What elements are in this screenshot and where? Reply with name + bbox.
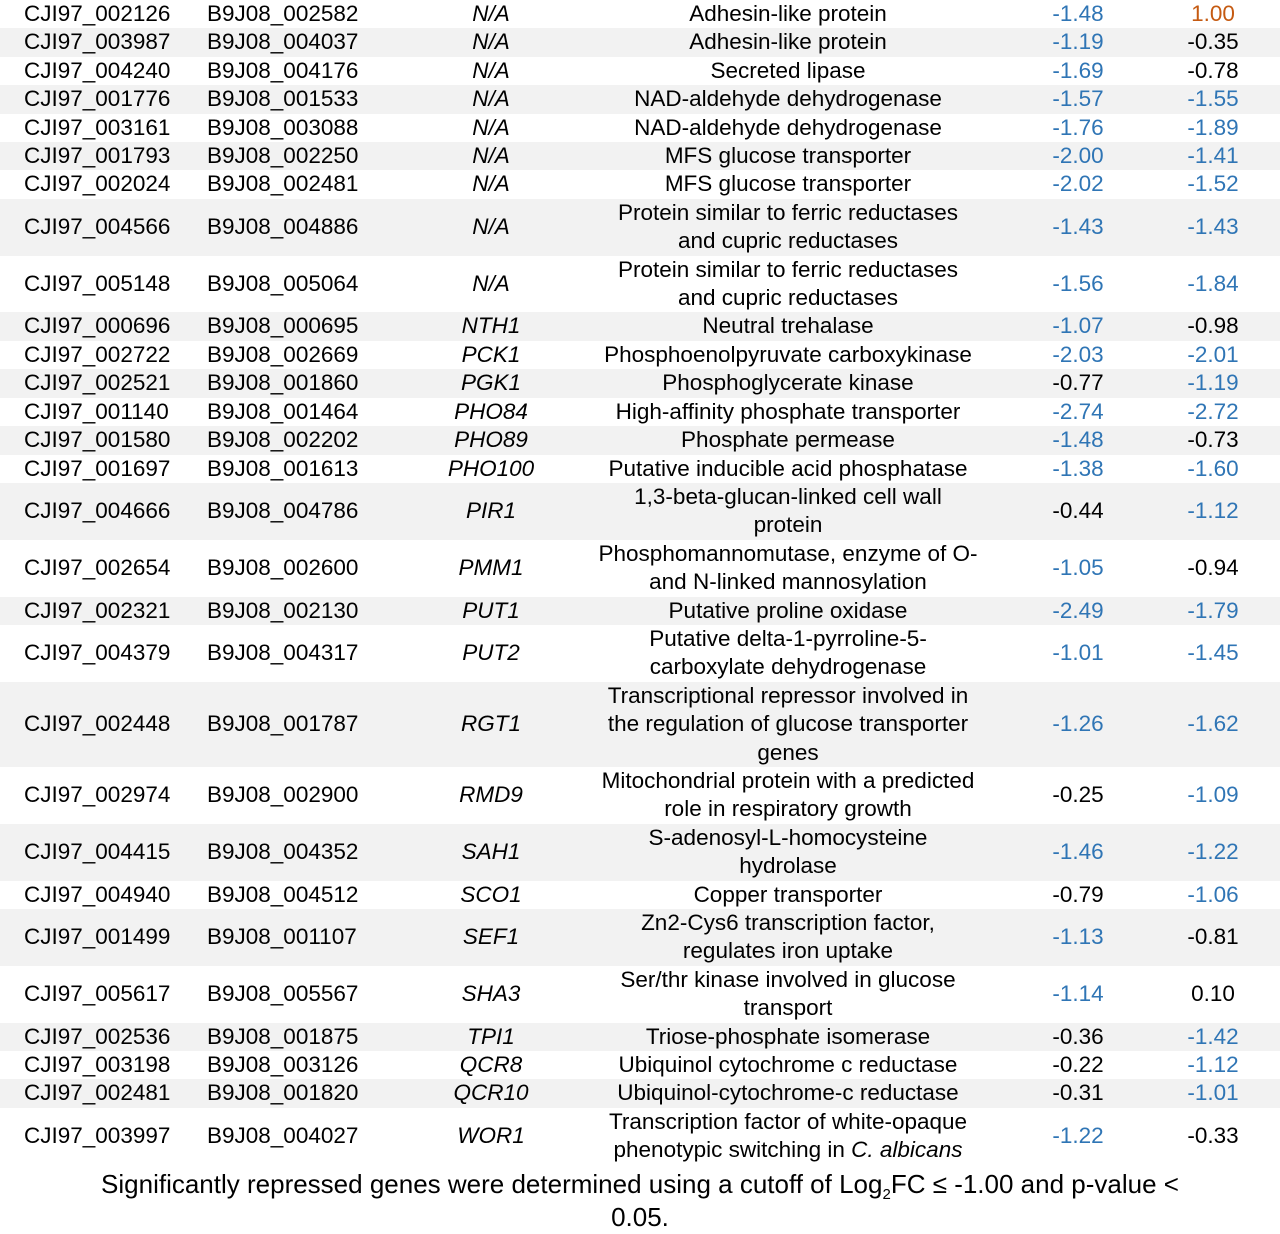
log2fc-value-2: -1.42 [1146,1023,1280,1051]
b9j08-id-cell: B9J08_002669 [203,341,416,369]
description-cell [566,341,1010,369]
table-row [0,170,1280,198]
gene-name-cell: NTH1 [416,312,566,340]
description-cell [566,966,1010,1023]
table-row [0,1079,1280,1107]
log2fc-value-2: -1.84 [1146,256,1280,313]
gene-name-cell: N/A [416,28,566,56]
description-line: MFS glucose transporter [664,143,912,169]
cji97-id-cell: CJI97_004240 [0,57,203,85]
b9j08-id-cell: B9J08_002202 [203,426,416,454]
description-cell [566,398,1010,426]
cji97-id-cell: CJI97_001793 [0,142,203,170]
table-row [0,540,1280,597]
description-line: Protein similar to ferric reductases [617,199,959,225]
log2fc-value-2: -0.94 [1146,540,1280,597]
gene-name-cell: RGT1 [416,682,566,767]
gene-name-cell: SAH1 [416,824,566,881]
gene-name-cell: RMD9 [416,767,566,824]
table-row [0,625,1280,682]
description-line: transport [743,995,833,1021]
table-row [0,682,1280,767]
description-cell [566,1079,1010,1107]
gene-name-cell: PHO100 [416,455,566,483]
gene-name-cell: PHO84 [416,398,566,426]
description-line: 1,3-beta-glucan-linked cell wall [634,483,942,509]
log2fc-value-1: -2.00 [1010,142,1146,170]
log2fc-value-1: -1.46 [1010,824,1146,881]
log2fc-value-2: -1.89 [1146,114,1280,142]
log2fc-value-1: -1.76 [1010,114,1146,142]
b9j08-id-cell: B9J08_002481 [203,170,416,198]
description-line: role in respiratory growth [664,796,912,822]
log2fc-value-2: -1.12 [1146,1051,1280,1079]
footnote-text: Significantly repressed genes were determined using a cutoff of Log [101,1168,883,1199]
cji97-id-cell: CJI97_005148 [0,256,203,313]
gene-name-cell: N/A [416,199,566,256]
log2fc-value-2: -1.55 [1146,85,1280,113]
b9j08-id-cell: B9J08_001464 [203,398,416,426]
b9j08-id-cell: B9J08_005064 [203,256,416,313]
cji97-id-cell: CJI97_000696 [0,312,203,340]
description-cell [566,625,1010,682]
b9j08-id-cell: B9J08_001107 [203,909,416,966]
cji97-id-cell: CJI97_005617 [0,966,203,1023]
description-line: Mitochondrial protein with a predicted [601,767,975,793]
footnote-line2: 0.05. [611,1201,669,1232]
table-row [0,341,1280,369]
gene-name-cell: SCO1 [416,881,566,909]
table-row [0,426,1280,454]
description-line: Adhesin-like protein [689,29,887,55]
description-line: Protein similar to ferric reductases [617,256,959,282]
log2fc-value-1: -0.31 [1010,1079,1146,1107]
cji97-id-cell: CJI97_004379 [0,625,203,682]
description-cell [566,455,1010,483]
log2fc-value-2: -0.73 [1146,426,1280,454]
log2fc-value-1: -2.49 [1010,597,1146,625]
log2fc-value-1: -1.19 [1010,28,1146,56]
table-row [0,142,1280,170]
cji97-id-cell: CJI97_002722 [0,341,203,369]
gene-name-cell: SEF1 [416,909,566,966]
description-cell [566,85,1010,113]
b9j08-id-cell: B9J08_004352 [203,824,416,881]
description-line: MFS glucose transporter [664,171,912,197]
table-row [0,398,1280,426]
table-row [0,312,1280,340]
log2fc-value-2: -1.60 [1146,455,1280,483]
b9j08-id-cell: B9J08_004027 [203,1108,416,1165]
footnote [0,1168,1280,1234]
gene-name-cell: QCR8 [416,1051,566,1079]
log2fc-value-2: -1.12 [1146,483,1280,540]
log2fc-value-2: -1.79 [1146,597,1280,625]
log2fc-value-2: -1.22 [1146,824,1280,881]
cji97-id-cell: CJI97_004666 [0,483,203,540]
description-cell [566,114,1010,142]
description-line: Phosphate permease [681,427,895,453]
description-line: Phosphoenolpyruvate carboxykinase [604,341,972,367]
b9j08-id-cell: B9J08_001875 [203,1023,416,1051]
description-line: Transcription factor of white-opaque [608,1108,968,1134]
gene-name-cell: PMM1 [416,540,566,597]
description-line: Putative inducible acid phosphatase [608,455,968,481]
description-cell [566,312,1010,340]
description-line: High-affinity phosphate transporter [615,398,961,424]
description-cell [566,199,1010,256]
table-row [0,57,1280,85]
description-cell [566,28,1010,56]
description-line: Phosphomannomutase, enzyme of O- [598,540,978,566]
gene-name-cell: PUT1 [416,597,566,625]
log2fc-value-1: -2.03 [1010,341,1146,369]
footnote-text-cont: FC ≤ -1.00 and p-value < [890,1168,1179,1199]
description-line: Secreted lipase [710,57,866,83]
description-line: Neutral trehalase [702,313,874,339]
b9j08-id-cell: B9J08_002250 [203,142,416,170]
log2fc-value-1: -2.74 [1010,398,1146,426]
description-cell [566,540,1010,597]
log2fc-value-2: -1.06 [1146,881,1280,909]
description-line: and cupric reductases [677,228,899,254]
log2fc-value-1: -1.48 [1010,426,1146,454]
cji97-id-cell: CJI97_002481 [0,1079,203,1107]
gene-name-cell: N/A [416,114,566,142]
log2fc-value-2: -0.35 [1146,28,1280,56]
description-cell [566,369,1010,397]
description-line: phenotypic switching in C. albicans [613,1137,963,1163]
gene-name-cell: TPI1 [416,1023,566,1051]
b9j08-id-cell: B9J08_000695 [203,312,416,340]
gene-name-cell: PUT2 [416,625,566,682]
table-row [0,114,1280,142]
description-cell [566,1108,1010,1165]
cji97-id-cell: CJI97_001697 [0,455,203,483]
cji97-id-cell: CJI97_003161 [0,114,203,142]
description-line: S-adenosyl-L-homocysteine [648,824,928,850]
gene-name-cell: PGK1 [416,369,566,397]
description-line: NAD-aldehyde dehydrogenase [634,86,942,112]
description-line: Putative proline oxidase [668,597,908,623]
b9j08-id-cell: B9J08_002130 [203,597,416,625]
log2fc-value-1: -1.43 [1010,199,1146,256]
table-row [0,966,1280,1023]
description-line: Zn2-Cys6 transcription factor, [641,910,935,935]
b9j08-id-cell: B9J08_004317 [203,625,416,682]
log2fc-value-1: -0.77 [1010,369,1146,397]
log2fc-value-1: -1.07 [1010,312,1146,340]
b9j08-id-cell: B9J08_004786 [203,483,416,540]
description-cell [566,767,1010,824]
description-cell [566,682,1010,767]
b9j08-id-cell: B9J08_001860 [203,369,416,397]
b9j08-id-cell: B9J08_003088 [203,114,416,142]
description-line: carboxylate dehydrogenase [649,654,927,680]
log2fc-value-1: -1.56 [1010,256,1146,313]
description-line: Ser/thr kinase involved in glucose [620,966,956,992]
gene-name-cell: PIR1 [416,483,566,540]
table-row [0,483,1280,540]
log2fc-value-2: 0.10 [1146,966,1280,1023]
description-line: regulates iron uptake [682,938,894,964]
log2fc-value-1: -0.22 [1010,1051,1146,1079]
description-cell [566,909,1010,966]
description-cell [566,1023,1010,1051]
b9j08-id-cell: B9J08_002582 [203,0,416,28]
table-row [0,1108,1280,1165]
gene-name-cell: N/A [416,57,566,85]
cji97-id-cell: CJI97_002024 [0,170,203,198]
description-line: and N-linked mannosylation [649,569,927,595]
b9j08-id-cell: B9J08_001820 [203,1079,416,1107]
log2fc-value-2: -0.98 [1146,312,1280,340]
log2fc-value-2: -1.01 [1146,1079,1280,1107]
table-row [0,256,1280,313]
description-line: Ubiquinol cytochrome c reductase [618,1052,958,1078]
description-cell [566,483,1010,540]
log2fc-value-2: -1.45 [1146,625,1280,682]
cji97-id-cell: CJI97_002126 [0,0,203,28]
gene-name-cell: N/A [416,0,566,28]
log2fc-value-2: 1.00 [1146,0,1280,28]
gene-name-cell: SHA3 [416,966,566,1023]
description-line: Triose-phosphate isomerase [645,1023,931,1049]
b9j08-id-cell: B9J08_001533 [203,85,416,113]
log2fc-value-1: -2.02 [1010,170,1146,198]
table-row [0,199,1280,256]
cji97-id-cell: CJI97_003997 [0,1108,203,1165]
log2fc-value-2: -1.62 [1146,682,1280,767]
description-cell [566,597,1010,625]
description-cell [566,426,1010,454]
table-row [0,455,1280,483]
b9j08-id-cell: B9J08_003126 [203,1051,416,1079]
table-row [0,881,1280,909]
log2fc-value-1: -1.14 [1010,966,1146,1023]
log2fc-value-2: -0.33 [1146,1108,1280,1165]
description-cell [566,1051,1010,1079]
cji97-id-cell: CJI97_003987 [0,28,203,56]
gene-name-cell: N/A [416,142,566,170]
description-line: Ubiquinol-cytochrome-c reductase [617,1080,959,1106]
description-cell [566,142,1010,170]
log2fc-value-1: -0.25 [1010,767,1146,824]
description-line: Putative delta-1-pyrroline-5- [649,625,927,651]
table-row [0,1023,1280,1051]
gene-name-cell: QCR10 [416,1079,566,1107]
cji97-id-cell: CJI97_002654 [0,540,203,597]
cji97-id-cell: CJI97_002321 [0,597,203,625]
description-line: NAD-aldehyde dehydrogenase [634,114,942,140]
description-line: protein [753,512,823,538]
b9j08-id-cell: B9J08_002600 [203,540,416,597]
log2fc-value-1: -1.38 [1010,455,1146,483]
gene-name-cell: N/A [416,256,566,313]
table-row [0,1051,1280,1079]
species-name: C. albicans [851,1137,963,1163]
log2fc-value-1: -1.48 [1010,0,1146,28]
table-row [0,0,1280,28]
cji97-id-cell: CJI97_004415 [0,824,203,881]
description-line: hydrolase [739,853,837,879]
cji97-id-cell: CJI97_001140 [0,398,203,426]
description-line: Adhesin-like protein [689,1,887,26]
cji97-id-cell: CJI97_002974 [0,767,203,824]
description-cell [566,170,1010,198]
gene-name-cell: PCK1 [416,341,566,369]
description-line: Transcriptional repressor involved in [607,682,969,708]
gene-name-cell: WOR1 [416,1108,566,1165]
log2fc-value-2: -1.09 [1146,767,1280,824]
cji97-id-cell: CJI97_001580 [0,426,203,454]
description-cell [566,256,1010,313]
cji97-id-cell: CJI97_002536 [0,1023,203,1051]
b9j08-id-cell: B9J08_002900 [203,767,416,824]
description-cell [566,881,1010,909]
cji97-id-cell: CJI97_003198 [0,1051,203,1079]
cji97-id-cell: CJI97_004940 [0,881,203,909]
description-cell [566,0,1010,28]
b9j08-id-cell: B9J08_001613 [203,455,416,483]
log2fc-value-1: -1.13 [1010,909,1146,966]
log2fc-value-1: -1.26 [1010,682,1146,767]
log2fc-value-1: -1.57 [1010,85,1146,113]
table-row [0,369,1280,397]
table-row [0,909,1280,966]
cji97-id-cell: CJI97_002521 [0,369,203,397]
log2fc-value-1: -1.05 [1010,540,1146,597]
log2fc-value-1: -1.22 [1010,1108,1146,1165]
log2fc-value-2: -2.72 [1146,398,1280,426]
table-row [0,767,1280,824]
b9j08-id-cell: B9J08_004512 [203,881,416,909]
log2fc-value-1: -0.79 [1010,881,1146,909]
b9j08-id-cell: B9J08_004037 [203,28,416,56]
gene-name-cell: PHO89 [416,426,566,454]
gene-name-cell: N/A [416,170,566,198]
cji97-id-cell: CJI97_001499 [0,909,203,966]
log2fc-value-2: -2.01 [1146,341,1280,369]
log2fc-value-1: -0.36 [1010,1023,1146,1051]
description-cell [566,824,1010,881]
log2fc-value-2: -0.78 [1146,57,1280,85]
log2fc-value-2: -1.41 [1146,142,1280,170]
table-row [0,824,1280,881]
description-line: Copper transporter [693,881,883,907]
log2fc-value-2: -1.52 [1146,170,1280,198]
b9j08-id-cell: B9J08_005567 [203,966,416,1023]
table-row [0,28,1280,56]
description-line: genes [757,739,819,765]
cji97-id-cell: CJI97_002448 [0,682,203,767]
b9j08-id-cell: B9J08_001787 [203,682,416,767]
description-line: Phosphoglycerate kinase [662,370,914,396]
cji97-id-cell: CJI97_001776 [0,85,203,113]
gene-name-cell: N/A [416,85,566,113]
description-line: and cupric reductases [677,285,899,311]
cji97-id-cell: CJI97_004566 [0,199,203,256]
table-row [0,85,1280,113]
b9j08-id-cell: B9J08_004886 [203,199,416,256]
log2fc-value-2: -1.19 [1146,369,1280,397]
log2fc-value-1: -0.44 [1010,483,1146,540]
table-row [0,597,1280,625]
log2fc-value-1: -1.01 [1010,625,1146,682]
description-cell [566,57,1010,85]
log2fc-value-1: -1.69 [1010,57,1146,85]
log2fc-value-2: -0.81 [1146,909,1280,966]
footnote-subscript: 2 [882,1185,891,1203]
description-line: the regulation of glucose transporter [607,711,969,737]
log2fc-value-2: -1.43 [1146,199,1280,256]
b9j08-id-cell: B9J08_004176 [203,57,416,85]
